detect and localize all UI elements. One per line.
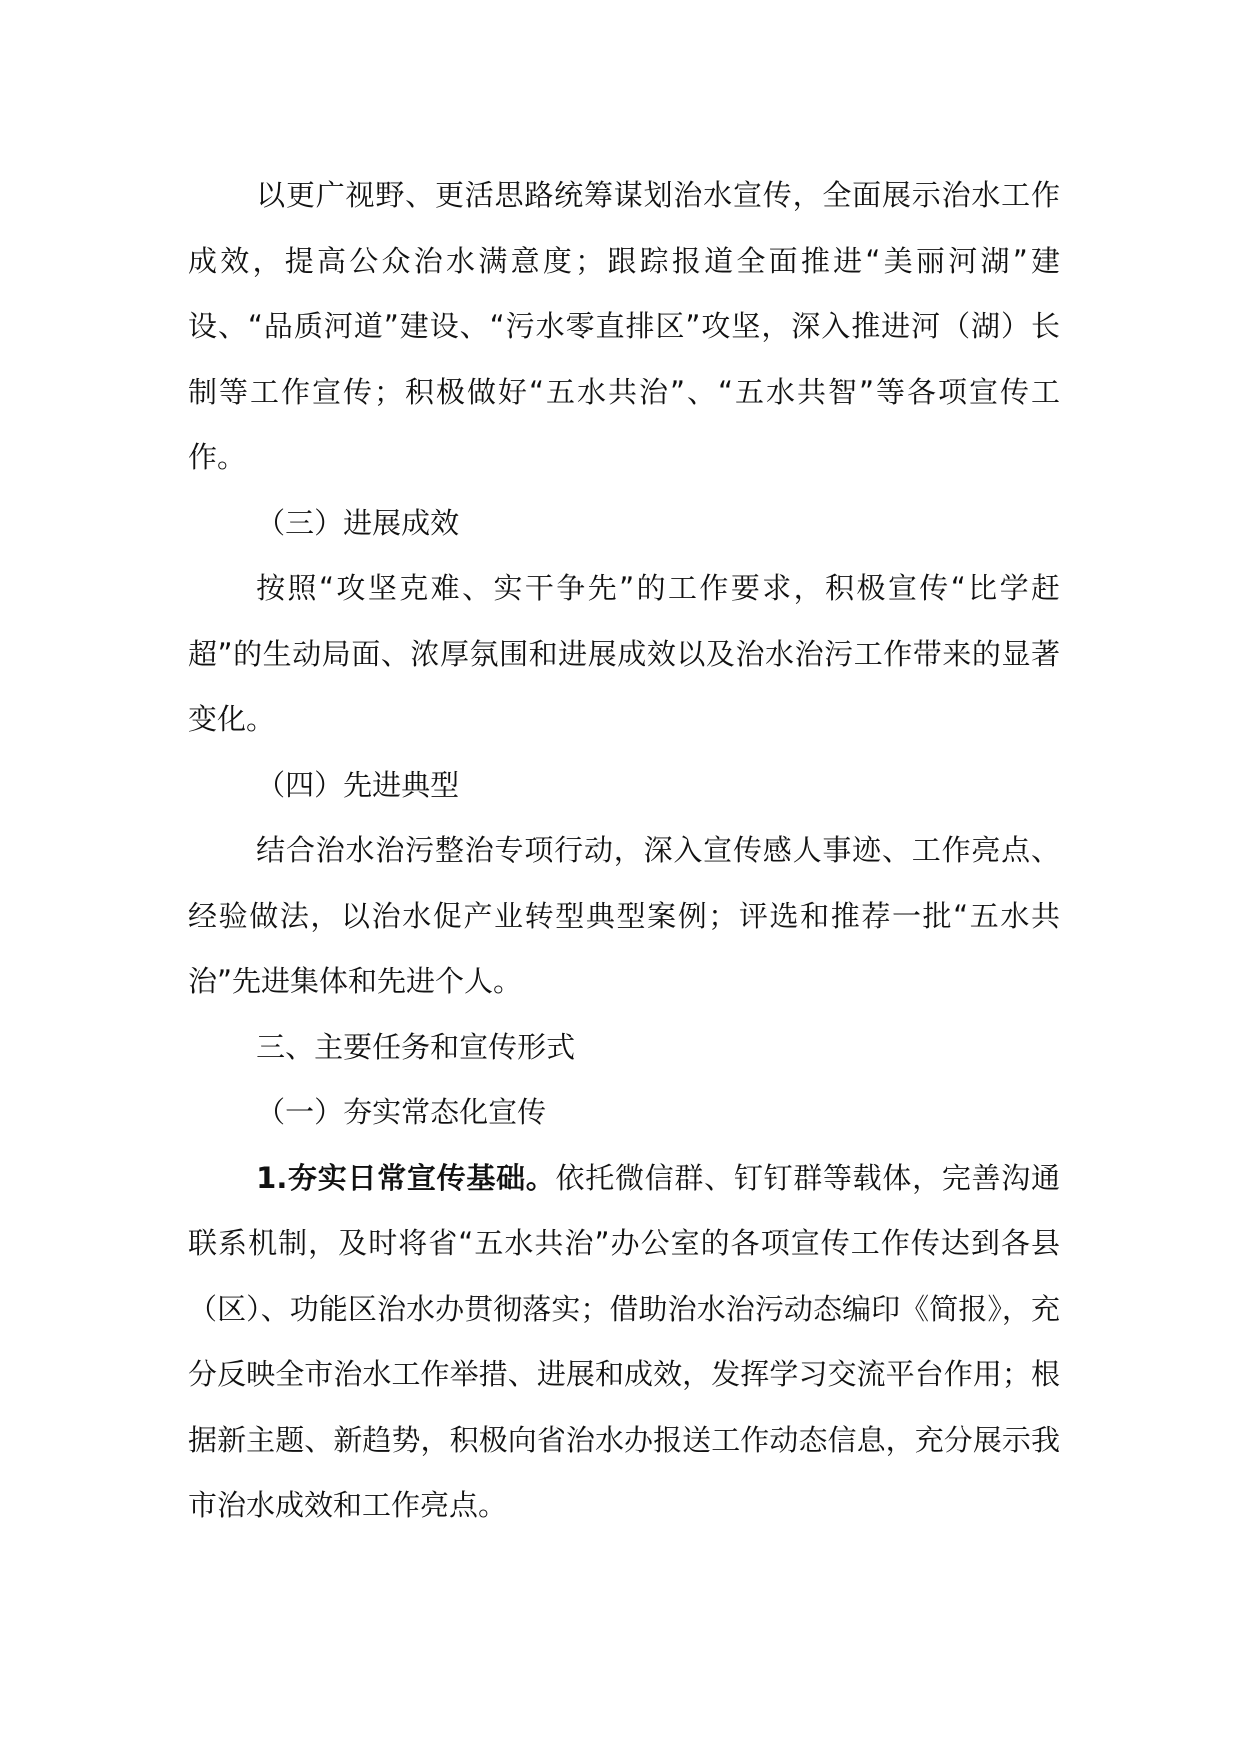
heading-main-tasks: 三、主要任务和宣传形式 bbox=[256, 1029, 576, 1064]
paragraph-publicity-scope: 以更广视野、更活思路统筹谋划治水宣传，全面展示治水工作成效，提高公众治水满意度；跟踪报道全面推进“美丽河湖”建设、“品质河道”建设、“污水零直排区”攻坚，深入推进河（湖）长制等工作宣传；积极做好“五水共治”、“五水共智”等各项宣传工作。 bbox=[188, 178, 1060, 474]
task-1-heading: 1.夯实日常宣传基础。 bbox=[256, 1160, 556, 1195]
heading-progress-results: （三）进展成效 bbox=[256, 505, 460, 540]
heading-routine-publicity: （一）夯实常态化宣传 bbox=[256, 1095, 547, 1129]
task-1-body: 依托微信群、钉钉群等载体，完善沟通联系机制，及时将省“五水共治”办公室的各项宣传工作传达到各县（区）、功能区治水办贯彻落实；借助治水治污动态编印《简报》，充分反映全市治水工作举措、进展和成效，发挥学习交流平台作用；根据新主题、新趋势，积极向省治水办报送工作动态信息，充分展示我市治水成效和工作亮点。 bbox=[188, 1160, 1060, 1522]
paragraph-progress-results: 按照“攻坚克难、实干争先”的工作要求，积极宣传“比学赶超”的生动局面、浓厚氛围和进展成效以及治水治污工作带来的显著变化。 bbox=[188, 571, 1060, 736]
paragraph-task-1 bbox=[188, 1146, 1060, 1539]
document-body bbox=[188, 163, 1060, 1539]
paragraph-advanced-models: 结合治水治污整治专项行动，深入宣传感人事迹、工作亮点、经验做法，以治水促产业转型典型案例；评选和推荐一批“五水共治”先进集体和先进个人。 bbox=[188, 833, 1060, 998]
heading-advanced-models: （四）先进典型 bbox=[256, 767, 460, 802]
